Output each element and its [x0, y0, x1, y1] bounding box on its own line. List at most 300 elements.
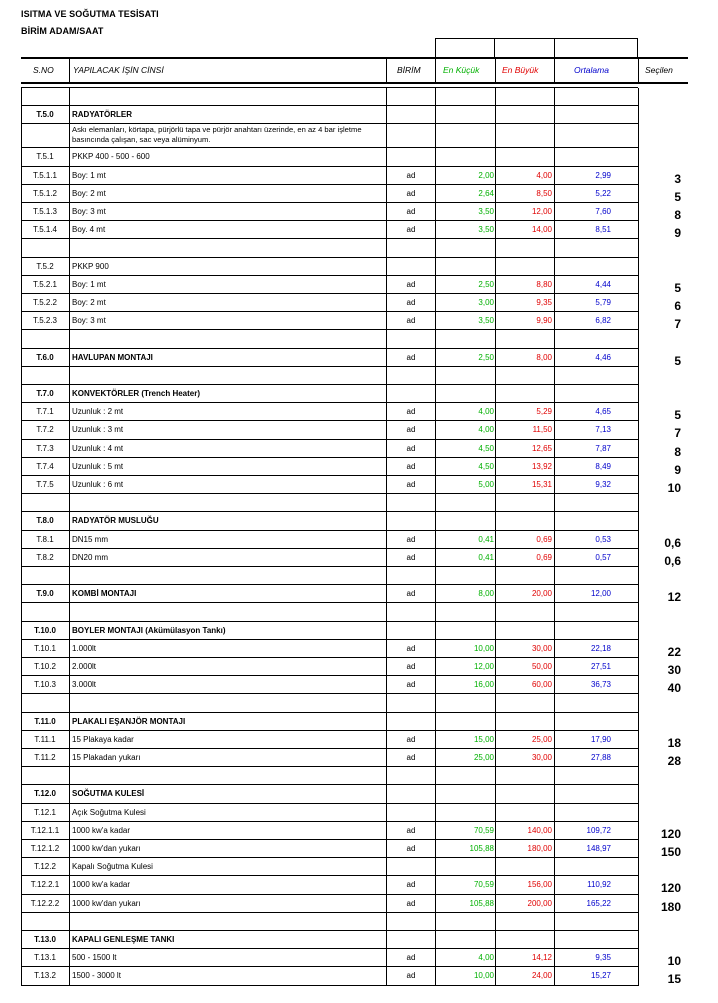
row-description: 500 - 1500 lt — [72, 953, 117, 963]
column-divider — [69, 949, 70, 967]
column-divider — [435, 876, 436, 894]
column-divider — [69, 785, 70, 803]
column-divider — [386, 913, 387, 931]
column-divider — [21, 203, 22, 221]
row-sno: T.11.2 — [34, 753, 56, 762]
row-unit: ad — [406, 534, 416, 544]
column-divider — [554, 640, 555, 658]
row-max-value: 9,90 — [536, 316, 552, 326]
column-divider — [435, 167, 436, 185]
row-selected-value: 0,6 — [664, 553, 681, 567]
row-max-value: 30,00 — [531, 643, 552, 653]
column-divider — [638, 622, 639, 640]
column-divider — [435, 476, 436, 494]
column-divider — [638, 421, 639, 439]
column-divider — [554, 385, 555, 403]
column-divider — [638, 876, 639, 894]
column-divider — [638, 676, 639, 694]
spacer-row — [21, 330, 688, 348]
spacer-row — [21, 367, 688, 385]
column-divider — [495, 349, 496, 367]
row-sno: T.5.2.2 — [32, 298, 57, 307]
row-selected-value: 12 — [667, 590, 681, 604]
table-row — [21, 421, 688, 439]
row-unit: ad — [406, 953, 416, 963]
column-divider — [386, 858, 387, 876]
column-divider — [21, 567, 22, 585]
column-divider — [21, 858, 22, 876]
column-divider — [495, 713, 496, 731]
column-divider — [69, 367, 70, 385]
row-avg-value: 5,79 — [595, 298, 611, 307]
row-min-value: 3,50 — [478, 316, 494, 326]
column-divider — [554, 476, 555, 494]
column-divider — [495, 895, 496, 913]
column-divider — [554, 494, 555, 512]
table-row — [21, 822, 688, 840]
column-divider — [386, 367, 387, 385]
row-description: Askı elemanları, körtapa, pürjörlü tapa ve pürjör anahtarı üzerinde, en az 4 bar işletme basıncında çalışan, sac veya alüminyum. — [72, 125, 362, 145]
row-unit: ad — [406, 316, 416, 326]
column-divider — [554, 567, 555, 585]
column-divider — [554, 185, 555, 203]
column-divider — [21, 185, 22, 203]
column-divider — [21, 949, 22, 967]
column-divider — [495, 931, 496, 949]
column-divider — [495, 603, 496, 621]
column-divider — [495, 949, 496, 967]
column-divider — [386, 804, 387, 822]
row-avg-value: 4,65 — [595, 407, 611, 417]
column-divider — [435, 531, 436, 549]
column-divider — [386, 713, 387, 731]
column-divider — [554, 276, 555, 294]
column-divider — [69, 640, 70, 658]
row-sno: T.11.1 — [34, 734, 56, 744]
column-divider — [69, 421, 70, 439]
column-divider — [21, 804, 22, 822]
column-divider — [495, 549, 496, 567]
column-divider — [495, 403, 496, 421]
row-avg-value: 7,87 — [595, 443, 611, 453]
row-min-value: 15,00 — [473, 734, 494, 744]
column-divider — [69, 385, 70, 403]
column-divider — [386, 276, 387, 294]
row-max-value: 14,12 — [531, 953, 552, 963]
row-unit: ad — [406, 207, 416, 216]
column-divider — [554, 895, 555, 913]
row-unit: ad — [406, 352, 416, 362]
column-divider — [21, 785, 22, 803]
row-avg-value: 5,22 — [595, 188, 611, 198]
column-divider — [69, 330, 70, 348]
row-avg-value: 6,82 — [595, 316, 611, 326]
column-divider — [554, 458, 555, 476]
spacer-row — [21, 567, 688, 585]
spacer-row — [21, 694, 688, 712]
row-max-value: 25,00 — [531, 734, 552, 744]
column-divider — [386, 294, 387, 312]
column-divider — [638, 349, 639, 367]
column-divider — [554, 676, 555, 694]
column-divider — [554, 713, 555, 731]
row-max-value: 0,69 — [536, 534, 552, 544]
row-sno: T.8.0 — [36, 516, 54, 526]
column-divider — [435, 549, 436, 567]
row-selected-value: 180 — [660, 899, 681, 913]
column-divider — [69, 185, 70, 203]
column-divider — [495, 913, 496, 931]
column-divider — [495, 676, 496, 694]
column-divider — [386, 767, 387, 785]
spacer-row — [21, 494, 688, 512]
row-description: Uzunluk : 4 mt — [72, 443, 124, 453]
column-divider — [554, 949, 555, 967]
column-divider — [495, 367, 496, 385]
row-selected-value: 150 — [660, 845, 681, 859]
row-selected-value: 120 — [660, 881, 681, 895]
row-sno: T.12.1 — [34, 807, 56, 817]
column-divider — [69, 840, 70, 858]
column-divider — [386, 731, 387, 749]
column-divider — [638, 694, 639, 712]
column-divider — [638, 913, 639, 931]
column-divider — [386, 585, 387, 603]
table-row — [21, 294, 688, 312]
column-divider — [554, 312, 555, 330]
row-unit: ad — [406, 680, 416, 690]
row-avg-value: 8,51 — [595, 225, 611, 235]
row-max-value: 50,00 — [531, 662, 552, 671]
column-divider — [69, 858, 70, 876]
row-avg-value: 9,32 — [595, 480, 611, 489]
row-description: PKKP 400 - 500 - 600 — [72, 152, 150, 162]
column-divider — [21, 749, 22, 767]
table-row — [21, 895, 688, 913]
column-divider — [21, 603, 22, 621]
table-row — [21, 476, 688, 494]
column-divider — [21, 622, 22, 640]
column-divider — [386, 167, 387, 185]
column-divider — [638, 567, 639, 585]
row-selected-value: 0,6 — [664, 535, 681, 549]
row-description: Uzunluk : 2 mt — [72, 407, 124, 417]
column-divider — [554, 785, 555, 803]
column-divider — [554, 167, 555, 185]
row-description: SOĞUTMA KULESİ — [72, 789, 145, 799]
row-selected-value: 3 — [674, 171, 681, 185]
column-divider — [554, 239, 555, 257]
column-divider — [435, 88, 436, 106]
column-divider — [386, 106, 387, 124]
table-row — [21, 440, 688, 458]
row-selected-value: 40 — [667, 681, 681, 695]
column-divider — [554, 512, 555, 530]
column-divider — [435, 567, 436, 585]
column-divider — [21, 124, 22, 148]
row-description: 1000 kw'dan yukarı — [72, 844, 141, 853]
column-divider — [386, 512, 387, 530]
row-sno: T.10.2 — [34, 662, 56, 671]
row-selected-value: 22 — [667, 644, 681, 658]
column-divider — [638, 549, 639, 567]
column-divider — [638, 203, 639, 221]
column-divider — [21, 148, 22, 166]
column-divider — [21, 658, 22, 676]
column-divider — [638, 858, 639, 876]
row-max-value: 8,80 — [536, 279, 552, 289]
column-divider — [638, 931, 639, 949]
column-divider — [69, 458, 70, 476]
row-avg-value: 8,49 — [595, 461, 611, 471]
row-sno: T.5.2.1 — [32, 279, 57, 289]
row-description: PKKP 900 — [72, 261, 109, 271]
column-divider — [495, 312, 496, 330]
column-divider — [495, 330, 496, 348]
row-unit: ad — [406, 425, 416, 435]
column-divider — [638, 531, 639, 549]
column-divider — [435, 106, 436, 124]
column-divider — [495, 458, 496, 476]
row-max-value: 0,69 — [536, 552, 552, 562]
column-divider — [21, 367, 22, 385]
row-avg-value: 165,22 — [586, 898, 611, 908]
row-max-value: 140,00 — [527, 825, 552, 835]
column-divider — [554, 440, 555, 458]
column-divider — [69, 258, 70, 276]
column-divider — [435, 512, 436, 530]
row-avg-value: 22,18 — [590, 643, 611, 653]
row-unit: ad — [406, 825, 416, 835]
table-row — [21, 185, 688, 203]
column-divider — [638, 148, 639, 166]
column-divider — [21, 876, 22, 894]
row-unit: ad — [406, 407, 416, 417]
column-divider — [638, 367, 639, 385]
row-min-value: 70,59 — [473, 825, 494, 835]
column-divider — [638, 239, 639, 257]
col-header-avg: Ortalama — [574, 65, 609, 75]
row-min-value: 4,50 — [478, 461, 494, 471]
row-avg-value: 7,13 — [595, 425, 611, 435]
column-divider — [554, 913, 555, 931]
column-divider — [435, 458, 436, 476]
column-divider — [554, 330, 555, 348]
column-divider — [495, 421, 496, 439]
row-selected-value: 120 — [660, 826, 681, 840]
row-sno: T.5.0 — [36, 110, 54, 120]
row-sno: T.6.0 — [36, 352, 54, 362]
row-selected-value: 15 — [667, 972, 681, 986]
column-divider — [554, 622, 555, 640]
row-min-value: 4,00 — [478, 953, 494, 963]
column-divider — [495, 567, 496, 585]
row-min-value: 0,41 — [478, 552, 494, 562]
table-row — [21, 858, 688, 876]
column-divider — [21, 767, 22, 785]
column-divider — [386, 458, 387, 476]
column-divider — [554, 549, 555, 567]
table-row — [21, 385, 688, 403]
column-divider — [435, 731, 436, 749]
column-divider — [386, 603, 387, 621]
column-divider — [638, 258, 639, 276]
column-divider — [554, 585, 555, 603]
column-divider — [495, 585, 496, 603]
column-divider — [435, 804, 436, 822]
column-divider — [435, 148, 436, 166]
row-min-value: 0,41 — [478, 534, 494, 544]
row-max-value: 5,29 — [536, 407, 552, 417]
column-divider — [554, 749, 555, 767]
column-divider — [638, 749, 639, 767]
table-row — [21, 676, 688, 694]
column-divider — [386, 967, 387, 985]
row-selected-value: 9 — [674, 462, 681, 476]
row-sno: T.12.0 — [34, 789, 56, 799]
row-min-value: 3,50 — [478, 225, 494, 235]
column-divider — [554, 367, 555, 385]
row-selected-value: 8 — [674, 208, 681, 222]
column-divider — [554, 203, 555, 221]
column-divider — [435, 585, 436, 603]
row-unit: ad — [406, 443, 416, 453]
column-divider — [435, 895, 436, 913]
row-description: 15 Plakaya kadar — [72, 734, 134, 744]
column-divider — [554, 106, 555, 124]
table-top-border — [21, 87, 638, 88]
row-max-value: 180,00 — [527, 844, 552, 853]
column-divider — [21, 239, 22, 257]
row-unit: ad — [406, 734, 416, 744]
column-divider — [495, 858, 496, 876]
row-description: Boy: 3 mt — [72, 207, 106, 216]
column-divider — [21, 221, 22, 239]
row-sno: T.13.0 — [34, 935, 56, 944]
table-row — [21, 148, 688, 166]
column-divider — [554, 294, 555, 312]
row-unit: ad — [406, 880, 416, 890]
row-selected-value: 10 — [667, 954, 681, 968]
column-divider — [69, 403, 70, 421]
row-max-value: 11,50 — [532, 425, 552, 435]
column-divider — [435, 858, 436, 876]
column-divider — [69, 294, 70, 312]
row-max-value: 15,31 — [531, 480, 552, 489]
spacer-row — [21, 767, 688, 785]
column-divider — [69, 221, 70, 239]
row-avg-value: 0,57 — [595, 552, 611, 562]
column-divider — [435, 203, 436, 221]
column-divider — [21, 676, 22, 694]
column-divider — [435, 694, 436, 712]
column-divider — [21, 312, 22, 330]
column-divider — [69, 622, 70, 640]
row-avg-value: 36,73 — [590, 680, 611, 690]
row-selected-value: 10 — [667, 481, 681, 495]
column-divider — [554, 822, 555, 840]
column-divider — [554, 148, 555, 166]
row-max-value: 12,65 — [531, 443, 552, 453]
row-min-value: 25,00 — [473, 753, 494, 762]
page-title: ISITMA VE SOĞUTMA TESİSATI — [21, 9, 159, 19]
table-row — [21, 749, 688, 767]
column-divider — [435, 622, 436, 640]
row-description: 1000 kw'a kadar — [72, 825, 131, 835]
column-divider — [495, 731, 496, 749]
table-row — [21, 124, 688, 148]
column-divider — [69, 713, 70, 731]
column-divider — [495, 749, 496, 767]
row-selected-value: 30 — [667, 663, 681, 677]
row-sno: T.7.5 — [36, 480, 54, 489]
row-sno: T.5.1.4 — [32, 225, 57, 235]
column-divider — [435, 494, 436, 512]
column-divider — [386, 476, 387, 494]
column-divider — [638, 276, 639, 294]
column-divider — [69, 603, 70, 621]
row-min-value: 16,00 — [473, 680, 494, 690]
column-divider — [69, 913, 70, 931]
row-avg-value: 0,53 — [595, 534, 611, 544]
column-divider — [21, 640, 22, 658]
column-divider — [386, 203, 387, 221]
column-divider — [638, 330, 639, 348]
column-divider — [386, 385, 387, 403]
row-unit: ad — [406, 844, 416, 853]
col-header-sno: S.NO — [33, 65, 54, 75]
column-divider — [69, 124, 70, 148]
row-description: Açık Soğutma Kulesi — [72, 807, 146, 817]
row-description: 1000 kw'dan yukarı — [72, 898, 141, 908]
row-selected-value: 5 — [674, 408, 681, 422]
spacer-row — [21, 239, 688, 257]
row-description: 3.000lt — [72, 680, 97, 690]
row-avg-value: 4,46 — [595, 352, 611, 362]
row-unit: ad — [406, 898, 416, 908]
column-divider — [21, 694, 22, 712]
column-divider — [554, 804, 555, 822]
row-unit: ad — [406, 971, 416, 981]
column-divider — [386, 349, 387, 367]
row-sno: T.10.0 — [34, 625, 56, 635]
row-min-value: 12,00 — [473, 662, 494, 671]
row-sno: T.9.0 — [36, 589, 54, 599]
column-divider — [69, 312, 70, 330]
col-header-min: En Küçük — [443, 65, 480, 75]
row-min-value: 2,64 — [478, 188, 494, 198]
column-divider — [638, 88, 639, 106]
column-divider — [21, 494, 22, 512]
column-divider — [386, 658, 387, 676]
column-divider — [69, 749, 70, 767]
column-divider — [495, 822, 496, 840]
row-sno: T.5.1.1 — [32, 170, 57, 180]
page-subtitle: BİRİM ADAM/SAAT — [21, 26, 104, 36]
row-sno: T.8.1 — [36, 534, 54, 544]
column-divider — [386, 239, 387, 257]
column-divider — [435, 640, 436, 658]
column-divider — [21, 106, 22, 124]
spacer-row — [21, 913, 688, 931]
row-min-value: 105,88 — [469, 844, 494, 853]
column-divider — [554, 840, 555, 858]
column-divider — [435, 312, 436, 330]
column-divider — [435, 822, 436, 840]
row-description: HAVLUPAN MONTAJI — [72, 352, 153, 362]
column-divider — [69, 658, 70, 676]
column-divider — [435, 785, 436, 803]
